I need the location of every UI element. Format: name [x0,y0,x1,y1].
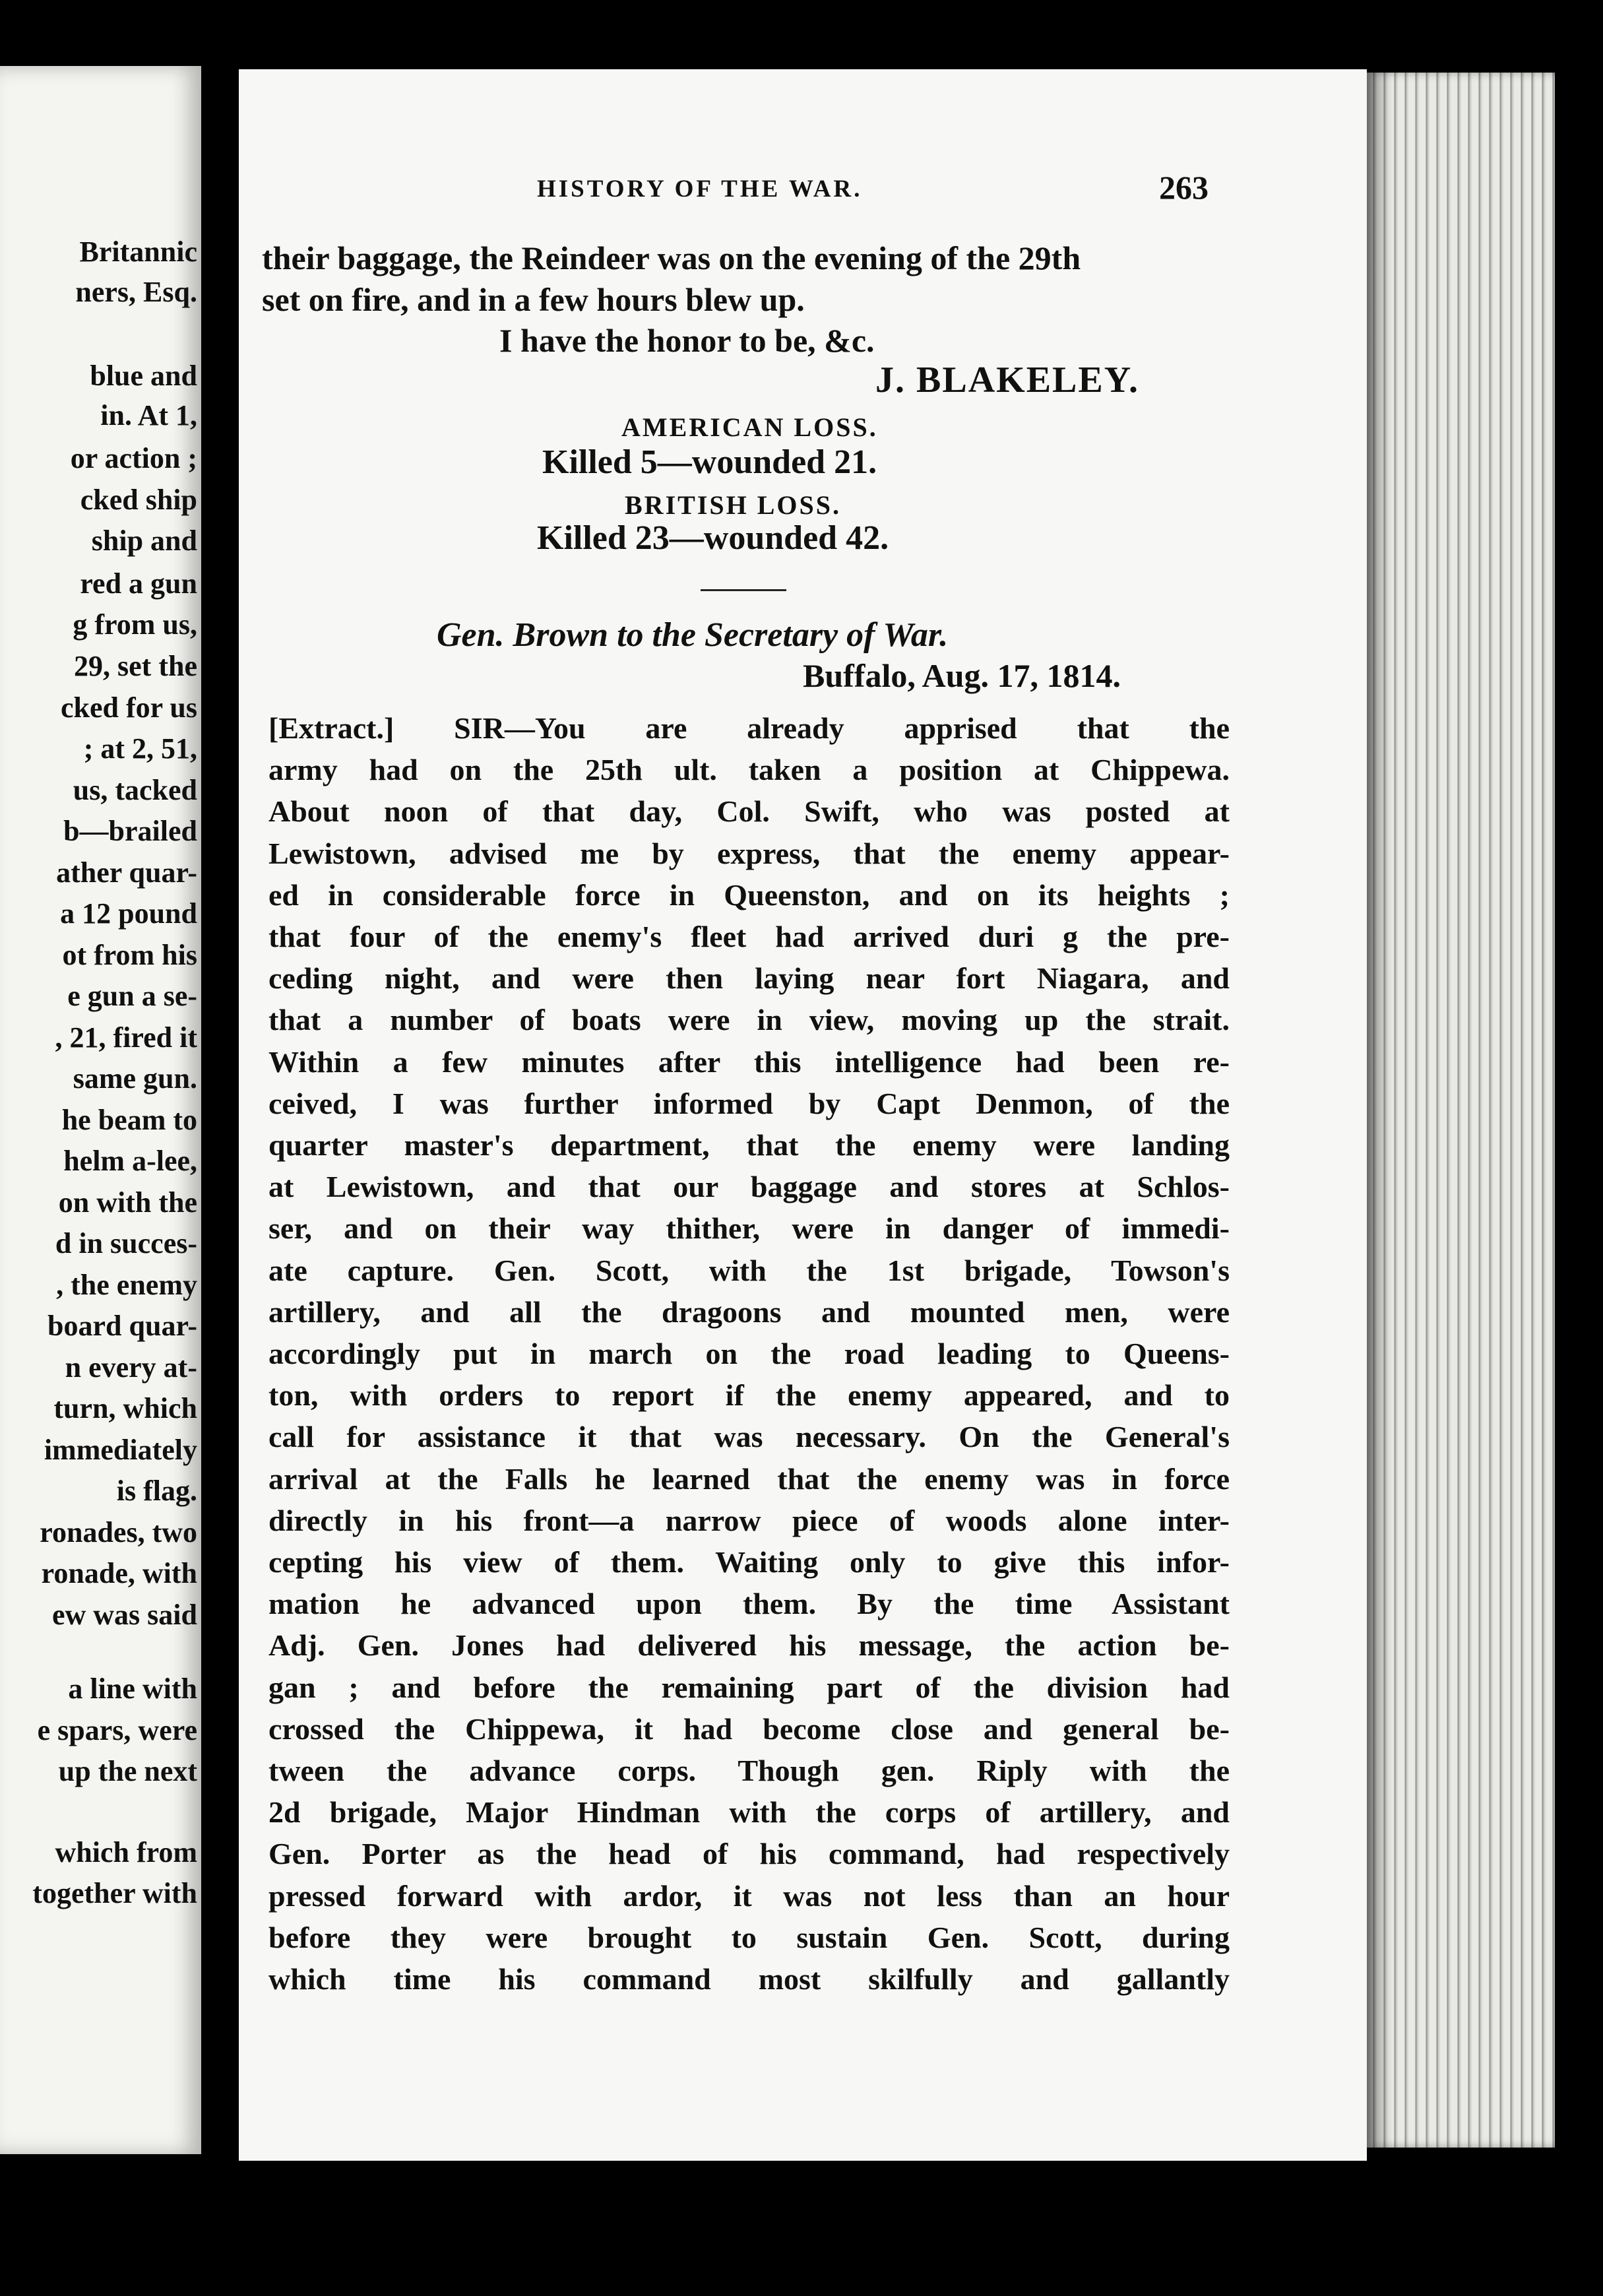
american-loss-heading: AMERICAN LOSS. [621,412,878,442]
left-page-line: ship and [91,525,197,557]
letter-body-line: Adj. Gen. Jones had delivered his message, the action be- [268,1628,1230,1663]
letter-body-line: pressed forward with ardor, it was not less than an hour [268,1878,1230,1913]
left-page-line: n every at- [65,1351,197,1384]
running-head: HISTORY OF THE WAR. [537,175,863,203]
letter-body-line: that a number of boats were in view, moving up the strait. [268,1003,1230,1037]
letter-body-line: crossed the Chippewa, it had become close and general be- [268,1711,1230,1746]
letter-body-line: ate capture. Gen. Scott, with the 1st brigade, Towson's [268,1253,1230,1287]
left-page-line: ners, Esq. [75,276,197,308]
signature: J. BLAKELEY. [875,360,1140,400]
letter-body-line: accordingly put in march on the road leading to Queens- [268,1337,1230,1370]
left-page-line: turn, which [53,1392,197,1424]
left-page-line: 29, set the [74,650,197,682]
left-page-line: Britannic [79,236,197,268]
left-page-line: is flag. [116,1475,197,1507]
left-page-line: same gun. [73,1062,197,1095]
left-page-line: ather quar- [56,856,197,889]
left-page-line: e spars, were [37,1714,197,1746]
letter-body-line: Within a few minutes after this intelligence had been re- [268,1044,1230,1079]
british-loss-heading: BRITISH LOSS. [625,490,842,520]
letter-body-line: which time his command most skilfully and gallantly [268,1962,1230,1996]
left-page-line: g from us, [73,608,197,641]
book-page-edges [1367,73,1555,2148]
left-page-line: in. At 1, [100,399,197,431]
left-page-line: red a gun [80,567,197,600]
left-page-line: he beam to [61,1104,197,1136]
left-page-line: on with the [58,1186,197,1219]
right-page [239,69,1367,2161]
letter-body-line: before they were brought to sustain Gen. Scott, during [268,1920,1230,1954]
left-page-line: us, tacked [73,774,197,806]
letter-body-line: quarter master's department, that the enemy were landing [268,1128,1230,1162]
letter-body-line: arrival at the Falls he learned that the enemy was in force [268,1461,1230,1496]
left-page-line: a line with [68,1673,197,1705]
letter-body-line: 2d brigade, Major Hindman with the corps of artillery, and [268,1795,1230,1830]
left-page-line: a 12 pound [60,897,197,930]
letter-body-line: gan ; and before the remaining part of the division had [268,1670,1230,1704]
opening-line-1: their baggage, the Reindeer was on the evening of the 29th [262,239,1081,276]
letter-body-line: cepting his view of them. Waiting only to give this infor- [268,1545,1230,1579]
letter-body-line: army had on the 25th ult. taken a position at Chippewa. [268,753,1230,787]
section-divider [701,589,786,591]
left-page-line: , the enemy [56,1269,197,1301]
letter-body-line: Gen. Porter as the head of his command, had respectively [268,1837,1230,1871]
left-page-line: ; at 2, 51, [83,732,197,765]
left-facing-page [0,66,201,2154]
american-loss: Killed 5—wounded 21. [542,443,877,481]
letter-body-line: [Extract.] SIR—You are already apprised that the [268,711,1230,745]
left-page-line: blue and [90,360,197,392]
letter-body-line: ser, and on their way thither, were in danger of immedi- [268,1211,1230,1246]
left-page-line: helm a-lee, [63,1145,197,1177]
letter-body-line: tween the advance corps. Though gen. Riply with the [268,1754,1230,1787]
left-page-line: board quar- [47,1310,197,1342]
left-page-line: e gun a se- [67,980,197,1012]
book-gutter [201,66,237,2154]
letter-body-line: Lewistown, advised me by express, that the enemy appear- [268,836,1230,870]
left-page-line: cked ship [80,484,197,516]
left-page-line: which from [55,1836,197,1868]
letter-body-line: mation he advanced upon them. By the time Assistant [268,1587,1230,1621]
left-page-line: ew was said [51,1599,197,1631]
letter-body-line: ceding night, and were then laying near fort Niagara, and [268,961,1230,996]
british-loss: Killed 23—wounded 42. [537,519,889,557]
page-number: 263 [1159,169,1209,206]
opening-line-2: set on fire, and in a few hours blew up. [262,281,805,318]
left-page-line: , 21, fired it [55,1021,197,1054]
letter-body-line: call for assistance it that was necessary. On the General's [268,1420,1230,1454]
left-page-line: d in succes- [55,1227,197,1260]
dateline: Buffalo, Aug. 17, 1814. [803,657,1121,694]
letter-body-line: About noon of that day, Col. Swift, who was posted at [268,794,1230,829]
letter-body-line: at Lewistown, and that our baggage and stores at Schlos- [268,1170,1230,1204]
left-page-line: together with [32,1877,197,1909]
left-page-line: b—brailed [63,815,197,847]
letter-body-line: that four of the enemy's fleet had arrived duri g the pre- [268,920,1230,953]
left-page-line: up the next [58,1755,197,1787]
letter-body-line: directly in his front—a narrow piece of woods alone inter- [268,1503,1230,1537]
left-page-line: ot from his [62,939,197,971]
letter-body-line: ceived, I was further informed by Capt Denmon, of the [268,1086,1230,1120]
closing-salutation: I have the honor to be, &c. [499,322,875,359]
letter-body-line: ton, with orders to report if the enemy appeared, and to [268,1378,1230,1413]
letter-body-line: ed in considerable force in Queenston, and on its heights ; [268,877,1230,912]
left-page-line: cked for us [61,691,197,724]
letter-body-line: artillery, and all the dragoons and mounted men, were [268,1294,1230,1329]
left-page-line: immediately [44,1434,197,1466]
left-page-line: ronades, two [40,1516,197,1548]
letter-heading: Gen. Brown to the Secretary of War. [437,616,949,654]
left-page-line: or action ; [70,442,197,474]
page-edge-shadow [1367,73,1393,2148]
left-page-line: ronade, with [41,1557,197,1589]
